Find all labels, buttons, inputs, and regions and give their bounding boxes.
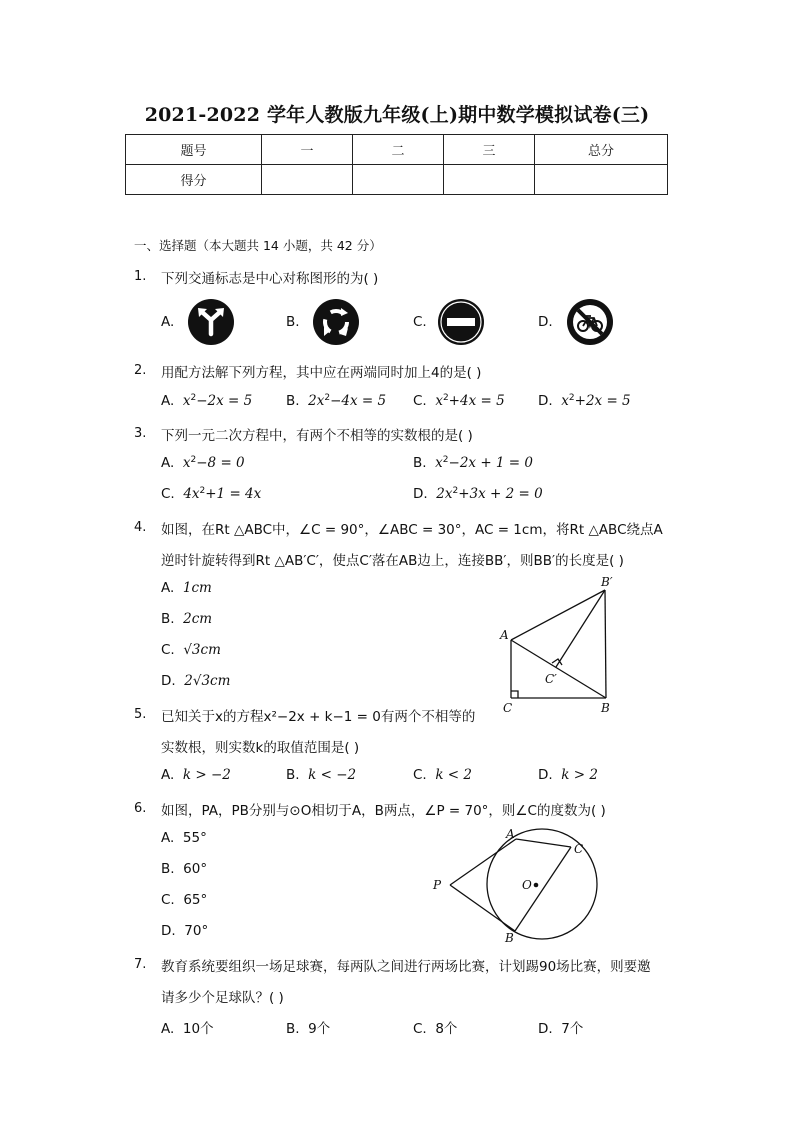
table-row-label: 得分 [126, 165, 262, 195]
question-text: 如图，PA，PB分别与⊙O相切于A，B两点，∠P = 70°，则∠C的度数为( ) [161, 803, 606, 819]
option-letter: B. [286, 1021, 300, 1037]
option-letter: C. [413, 767, 427, 783]
no-entry-sign-icon [437, 298, 485, 346]
score-cell[interactable] [444, 165, 535, 195]
question-number: 7. [134, 957, 147, 972]
option-d [538, 767, 598, 783]
equation-term: +4x = 5 [448, 393, 505, 409]
label-b-prime: B′ [601, 575, 613, 589]
segment-ab-prime [511, 590, 605, 640]
option-letter: C. [413, 1021, 427, 1037]
option-c [161, 642, 221, 658]
equation-term: +3x + 2 = 0 [458, 486, 543, 502]
label-c: C [503, 701, 513, 715]
score-cell[interactable] [262, 165, 353, 195]
center-point [534, 883, 539, 888]
table-row [126, 165, 668, 195]
question-text: 用配方法解下列方程，其中应在两端同时加上4的是( ) [161, 365, 482, 381]
equation-term: 4x [183, 486, 200, 502]
option-c [161, 486, 261, 502]
option-label: C. [413, 314, 427, 330]
option-d [538, 1017, 583, 1037]
option-b [286, 393, 386, 409]
option-letter: B. [286, 767, 300, 783]
equation-term: −2x = 5 [196, 393, 253, 409]
option-b [286, 767, 356, 783]
equation-term: x [182, 455, 191, 471]
table-header-cell: 总分 [535, 135, 668, 165]
question-number: 5. [134, 707, 147, 722]
option-c [161, 892, 207, 908]
segment-pa [450, 839, 516, 885]
option-letter: C. [161, 892, 175, 908]
option-value: 2√3cm [184, 673, 231, 689]
question-text: 已知关于x的方程x²−2x + k−1 = 0有两个不相等的 [161, 709, 476, 725]
option-letter: C. [161, 486, 175, 502]
exponent: 2 [442, 393, 449, 403]
option-letter: A. [161, 830, 175, 846]
exponent: 2 [199, 486, 206, 496]
label-a: A [500, 628, 509, 642]
option-value: k > 2 [561, 767, 598, 783]
score-table [125, 134, 668, 195]
option-a [161, 393, 252, 409]
exponent: 2 [452, 486, 459, 496]
equation-term: x [561, 393, 569, 409]
option-letter: A. [161, 455, 175, 471]
option-letter: D. [538, 1021, 553, 1037]
label-c-prime: C′ [545, 672, 557, 686]
equation-term: 2x [308, 393, 325, 409]
right-angle-mark [511, 691, 518, 698]
no-bicycle-sign-icon [566, 298, 614, 346]
exponent: 2 [442, 455, 449, 465]
segment-ab [511, 640, 606, 698]
segment-ac [516, 839, 571, 847]
option-letter: A. [161, 580, 175, 596]
option-letter: B. [413, 455, 427, 471]
option-value: k < −2 [308, 767, 357, 783]
option-a [161, 455, 245, 471]
exponent: 2 [568, 393, 575, 403]
equation-term: −4x = 5 [330, 393, 387, 409]
equation-term: 2x [436, 486, 453, 502]
question-text: 下列一元二次方程中，有两个不相等的实数根的是( ) [161, 428, 473, 444]
section-heading: 一、选择题（本大题共 14 小题，共 42 分） [134, 238, 382, 253]
option-value: 70° [184, 923, 209, 939]
circle-tangent-figure [428, 826, 598, 948]
question-text: 下列交通标志是中心对称图形的为( ) [161, 271, 379, 287]
score-cell[interactable] [535, 165, 668, 195]
segment-pb [450, 885, 515, 931]
equation-term: x [435, 393, 443, 409]
roundabout-sign-icon [312, 298, 360, 346]
option-letter: D. [538, 393, 553, 409]
question-number: 1. [134, 269, 147, 284]
label-p: P [433, 878, 442, 892]
exponent: 2 [190, 455, 197, 465]
label-b: B [601, 701, 610, 715]
equation-term: x [435, 455, 443, 471]
option-label: B. [286, 314, 300, 330]
option-letter: B. [161, 611, 175, 627]
option-d [161, 923, 208, 939]
table-header-cell: 三 [444, 135, 535, 165]
segment-b-prime-c-prime [556, 590, 605, 667]
option-value: 1cm [182, 580, 212, 596]
option-letter: D. [538, 767, 553, 783]
option-c [413, 1017, 457, 1037]
label-a: A [506, 827, 515, 841]
equation-term: x [182, 393, 191, 409]
option-b [161, 861, 207, 877]
option-value: 9个 [308, 1021, 331, 1037]
segment-bb-prime [605, 590, 606, 698]
question-text: 请多少个足球队？( ) [161, 990, 284, 1006]
option-a [161, 767, 231, 783]
equation-term: +1 = 4x [205, 486, 262, 502]
question-text: 实数根，则实数k的取值范围是( ) [161, 740, 360, 756]
option-value: k < 2 [435, 767, 472, 783]
equation-term: −8 = 0 [196, 455, 245, 471]
option-b [286, 1017, 330, 1037]
option-letter: D. [161, 923, 176, 939]
option-label: A. [161, 314, 175, 330]
option-letter: A. [161, 1021, 175, 1037]
option-letter: C. [413, 393, 427, 409]
option-letter: D. [413, 486, 428, 502]
option-value: 7个 [561, 1021, 584, 1037]
triangle-figure [495, 570, 625, 720]
option-d [413, 486, 543, 502]
question-number: 4. [134, 520, 147, 535]
option-letter: D. [161, 673, 176, 689]
equation-term: +2x = 5 [574, 393, 631, 409]
option-b [413, 455, 533, 471]
option-b [161, 611, 212, 627]
option-label: D. [538, 314, 553, 330]
question-text: 教育系统要组织一场足球赛，每两队之间进行两场比赛，计划踢90场比赛，则要邀 [161, 959, 651, 975]
exponent: 2 [190, 393, 197, 403]
page-title: 2021-2022 学年人教版九年级(上)期中数学模拟试卷(三) [144, 104, 650, 126]
option-a [161, 580, 212, 596]
option-d [161, 673, 230, 689]
option-value: 60° [183, 861, 208, 877]
question-number: 6. [134, 801, 147, 816]
option-value: 65° [183, 892, 208, 908]
option-value: √3cm [183, 642, 221, 658]
label-o: O [522, 878, 532, 892]
option-value: k > −2 [182, 767, 231, 783]
split-arrow-sign-icon [187, 298, 235, 346]
option-c [413, 767, 472, 783]
score-cell[interactable] [353, 165, 444, 195]
option-value: 10个 [182, 1021, 214, 1037]
option-letter: B. [286, 393, 300, 409]
option-value: 2cm [183, 611, 213, 627]
table-header-cell: 二 [353, 135, 444, 165]
option-c [413, 393, 505, 409]
option-a [161, 1017, 214, 1037]
label-b: B [505, 931, 514, 945]
option-letter: C. [161, 642, 175, 658]
table-header-cell: 一 [262, 135, 353, 165]
option-value: 8个 [435, 1021, 458, 1037]
question-number: 3. [134, 426, 147, 441]
exponent: 2 [324, 393, 331, 403]
equation-term: −2x + 1 = 0 [448, 455, 533, 471]
option-d [538, 393, 631, 409]
question-text: 逆时针旋转得到Rt △AB′C′，使点C′落在AB边上，连接BB′，则BB′的长度是( ) [161, 553, 624, 569]
table-row [126, 135, 668, 165]
option-a [161, 830, 207, 846]
option-letter: A. [161, 767, 175, 783]
question-text: 如图，在Rt △ABC中，∠C = 90°，∠ABC = 30°，AC = 1cm，将Rt △ABC绕点A [161, 522, 663, 538]
table-header-cell: 题号 [126, 135, 262, 165]
question-number: 2. [134, 363, 147, 378]
option-letter: B. [161, 861, 175, 877]
label-c: C [574, 842, 584, 856]
option-value: 55° [182, 830, 207, 846]
option-letter: A. [161, 393, 175, 409]
